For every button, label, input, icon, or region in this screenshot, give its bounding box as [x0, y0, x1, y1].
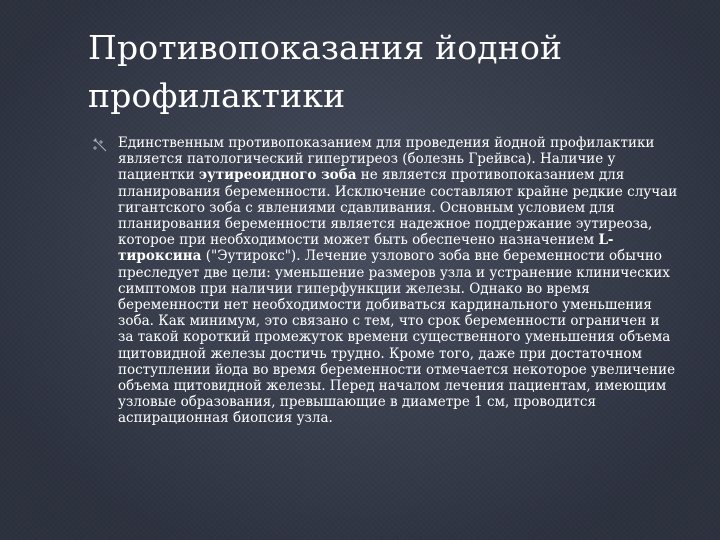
- body-text-run: ("Эутирокс"). Лечение узлового зоба вне беременности обычно преследует две цели: уменьшение размеров узла и устранение клинических симптомов при наличии гиперфункции железы. Однако во время беременности нет необходимости добиваться кардинального уменьшения зоба. Как минимум, это связано с тем, что срок беременности ограничен и за такой короткий промежуток времени существенного уменьшения объема щитовидной железы достичь трудно. Кроме того, даже при достаточном поступлении йода во время беременности отмечается некоторое увеличение объема щитовидной железы. Перед началом лечения пациентам, имеющим узловые образования, превышающие в диаметре 1 см, проводится аспирационная биопсия узла.: [118, 248, 676, 427]
- slide-body: [88, 135, 678, 427]
- body-text-run: не является противопоказанием для планирования беременности. Исключение составляют крайне редкие случаи гигантского зоба с явлениями сдавливания. Основным условием для планирования беременности является надежное поддержание эутиреоза, которое при необходимости может быть обеспечено назначением: [118, 167, 678, 249]
- body-paragraph: [118, 135, 678, 427]
- body-text-run: Единственным противопоказанием для проведения йодной профилактики является патологический гипертиреоз (болезнь Грейвса). Наличие у пациентки: [118, 135, 655, 184]
- sparkle-bullet-icon: [92, 137, 108, 153]
- slide-title: Противопоказания йодной профилактики: [88, 28, 563, 115]
- body-text-emphasis: L-тироксина: [118, 232, 614, 265]
- body-text-emphasis: эутиреоидного зоба: [198, 167, 357, 184]
